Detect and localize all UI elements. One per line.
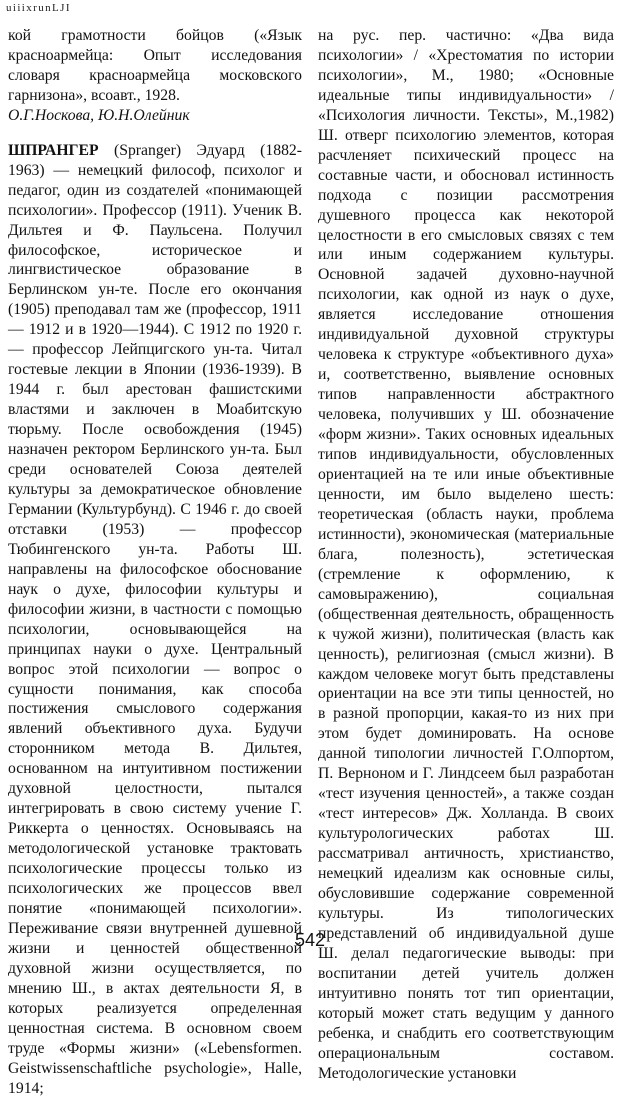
- previous-entry-tail: кой грамотности бойцов («Язык красноармейца: Опыт исследования словаря красноармейца московского гарнизона», всоавт., 1928.: [8, 27, 302, 104]
- page-number: 542: [294, 930, 326, 950]
- right-column: [318, 26, 614, 1084]
- entry-spranger: [8, 141, 302, 1099]
- entry-headword: ШПРАНГЕР: [8, 141, 99, 159]
- author-signature: О.Г.Носкова, Ю.Н.Олейник: [8, 106, 190, 124]
- running-head: uiiixrunLJI: [6, 2, 71, 14]
- entry-text-part2: на рус. пер. частично: «Два вида психологии» / «Хрестоматия по истории психологии», М., 1980; «Основные идеальные типы индивидуальности» / «Психология личности. Тексты», М.,1982) Ш. отверг психологию элементов, которая расчленяет психический процесс на составные части, и обосновал истинность подхода с позиции рассмотрения душевного процесса как некоторой целостности в его смысловых связях с тем или иным содержанием культуры. Основной задачей духовно-научной психологии, как одной из наук о духе, является исследование отношения индивидуальной духовной структуры человека к структуре «объективного духа» и, соответственно, выявление основных типов направленности абстрактного человека, получивших у Ш. обозначение «форм жизни». Таких основных идеальных типов индивидуальности, обусловленных ориентацией на те или иные объективные ценности, им было выделено шесть: теоретическая (область науки, проблема истинности), экономическая (материальные блага, полезность), эстетическая (стремление к оформлению, к самовыражению), социальная (общественная деятельность, обращенность к чужой жизни), политическая (власть как ценность), религиозная (смысл жизни). В каждом человеке могут быть представлены ориентации на все эти типы ценностей, но в разной пропорции, какая-то из них при этом будет доминировать. На основе данной типологии личностей Г.Олпортом, П. Верноном и Г. Линдсеем был разработан «тест изучения ценностей», а также создан «тест интересов» Дж. Холланда. В своих культурологических работах Ш. рассматривал античность, христианство, немецкий идеализм как основные силы, обусловившие содержание современной культуры. Из типологических представлений об индивидуальной душе Ш. делал педагогические выводы: при воспитании детей учитель должен интуитивно понять тот тип ориентации, который может стать ведущим у данного ребенка, и снабдить его соответствующим операциональным составом. Методологические установки: [318, 27, 614, 1082]
- entry-text-part1: (Spranger) Эдуард (1882-1963) — немецкий философ, психолог и педагог, один из создателей «понимающей психологии». Профессор (1911). Ученик В. Дильтея и Ф. Паульсена. Получил философское, историческое и лингвистическое образование в Берлинском ун-те. После его окончания (1905) преподавал там же (профессор, 1911 — 1912 и в 1920—1944). С 1912 по 1920 г. — профессор Лейпцигского ун-та. Читал гостевые лекции в Японии (1936-1939). В 1944 г. был арестован фашистскими властями и заключен в Моабитскую тюрьму. После освобождения (1945) назначен ректором Берлинского ун-та. Был среди основателей Союза деятелей культуры за демократическое обновление Германии (Культурбунд). С 1946 г. до своей отставки (1953) — профессор Тюбингенского ун-та. Работы Ш. направлены на философское обоснование наук о духе, философии культуры и философии жизни, в частности с помощью психологии, основывающейся на принципах науки о духе. Центральный вопрос этой психологии — вопрос о сущности понимания, как способа постижения смыслового содержания явлений объективного духа. Будучи сторонником метода В. Дильтея, основанном на интуитивном постижении духовной целостности, пытался интегрировать в свою систему учение Г. Риккерта о ценностях. Основываясь на методологической установке трактовать психологические процессы только из психологических же процессов ввел понятие «понимающей психологии». Переживание связи внутренней душевной жизни и ценностей общественной духовной жизни осуществляется, по мнению Ш., в актах деятельности Я, в которых реализуется определенная ценностная система. В основном своем труде «Формы жизни» («Lebensformen. Geistwissenschaftliche psychologie», Halle, 1914;: [8, 141, 302, 1097]
